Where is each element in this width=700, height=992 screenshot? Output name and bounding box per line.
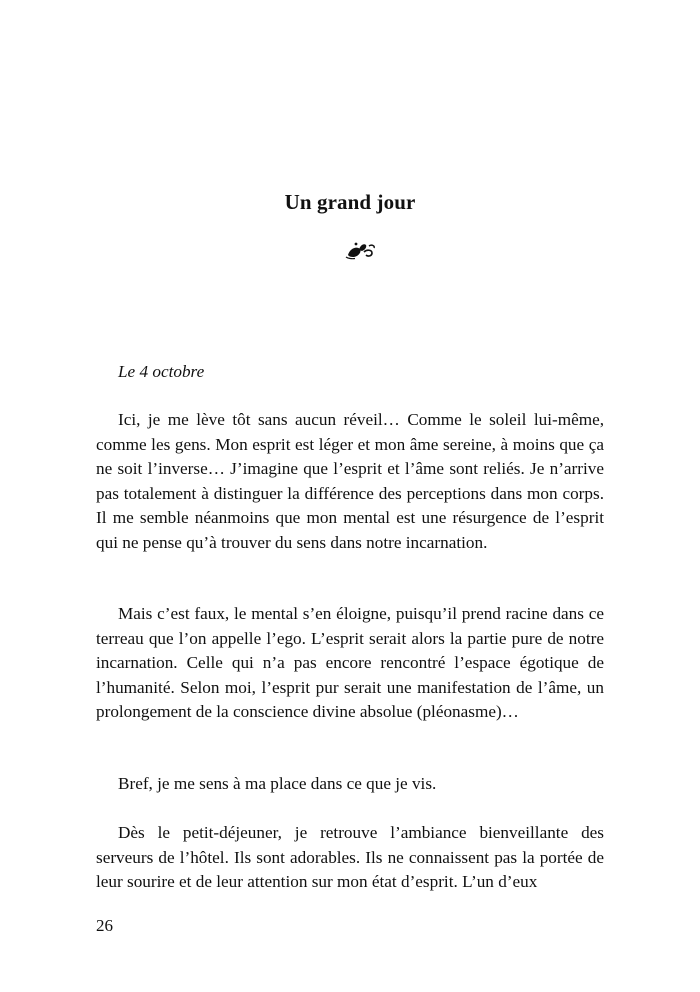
paragraph-4 [96,821,604,895]
paragraph-1 [96,408,604,555]
paragraph-3 [96,772,604,797]
page-number: 26 [96,916,113,935]
paragraph-2 [96,602,604,725]
paragraph-text: Dès le petit-déjeuner, je retrouve l’ambiance bienveillante des serveurs de l’hôtel. Ils sont adorables. Ils ne connaissent pas la portée de leur sourire et de leur attention sur mon état d’esprit. L’un d’eux [96,823,604,891]
entry-date [96,360,604,385]
paragraph-text: Ici, je me lève tôt sans aucun réveil… Comme le soleil lui-même, comme les gens. Mon esprit est léger et mon âme sereine, à moins que ça ne soit l’inverse… J’imagine que l’esprit et l’âme sont reliés. Je n’arrive pas totalement à distinguer la différence des perceptions dans mon corps. Il me semble néanmoins que mon mental est une résurgence de l’esprit qui ne pense qu’à trouver du sens dans notre incarnation. [96,410,604,552]
paragraph-text: Mais c’est faux, le mental s’en éloigne, puisqu’il prend racine dans ce terreau que l’on appelle l’ego. L’esprit serait alors la partie pure de notre incarnation. Celle qui n’a pas encore rencontré l’espace égotique de l’humanité. Selon moi, l’esprit pur serait une manifestation de l’âme, un prolongement de la conscience divine absolue (pléonasme)… [96,604,604,721]
entry-date-text: Le 4 octobre [118,362,205,381]
chapter-title: Un grand jour [284,190,416,214]
fleuron-ornament-icon [345,240,377,262]
paragraph-text: Bref, je me sens à ma place dans ce que je vis. [118,774,437,793]
